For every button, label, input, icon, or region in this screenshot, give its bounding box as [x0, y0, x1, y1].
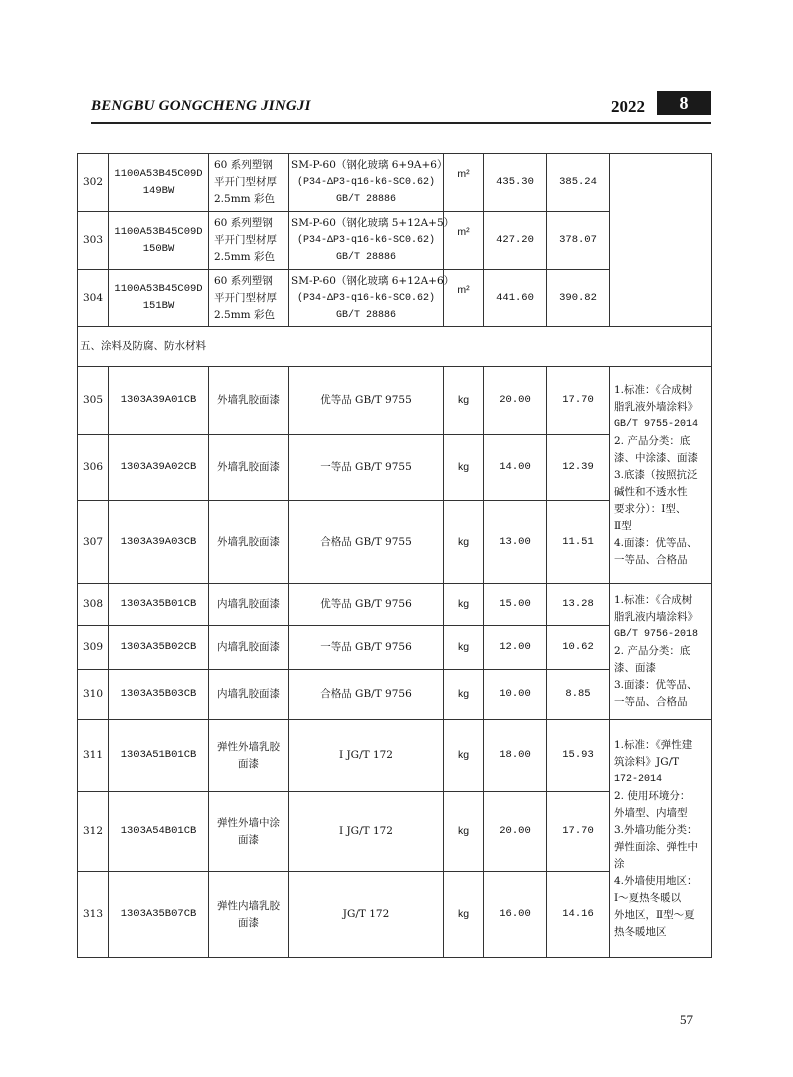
unit: kg — [444, 720, 484, 792]
price-tax-excl: 11.51 — [547, 501, 610, 584]
row-index: 302 — [78, 154, 109, 212]
material-name: 60 系列塑钢 平开门型材厚 2.5mm 彩色 — [209, 270, 289, 327]
material-name: 内墙乳胶面漆 — [209, 626, 289, 670]
price-tax-incl: 20.00 — [484, 792, 547, 872]
row-index: 305 — [78, 367, 109, 435]
material-code: 1303A39A03CB — [109, 501, 209, 584]
price-tax-excl: 15.93 — [547, 720, 610, 792]
price-tax-incl: 441.60 — [484, 270, 547, 327]
material-spec: Ⅰ JG/T 172 — [289, 792, 444, 872]
material-name: 外墙乳胶面漆 — [209, 501, 289, 584]
price-tax-incl: 427.20 — [484, 212, 547, 270]
material-spec: Ⅰ JG/T 172 — [289, 720, 444, 792]
material-name: 60 系列塑钢 平开门型材厚 2.5mm 彩色 — [209, 154, 289, 212]
journal-name: BENGBU GONGCHENG JINGJI — [91, 98, 311, 114]
price-tax-incl: 13.00 — [484, 501, 547, 584]
note-interior-paint: 1.标准：《合成树 脂乳液内墙涂料》 GB/T 9756-2018 2. 产品分类：底 漆、面漆 3.面漆：优等品、 一等品、合格品 — [610, 584, 712, 720]
material-spec: 一等品 GB/T 9756 — [289, 626, 444, 670]
note-elastic-paint: 1.标准：《弹性建 筑涂料》JG/T 172-2014 2. 使用环境分： 外墙型、内墙型 3.外墙功能分类： 弹性面涂、弹性中 涂 4.外墙使用地区： Ⅰ～夏热冬暖以 外地区，Ⅱ型～夏 热冬暖地区 — [610, 720, 712, 958]
price-tax-excl: 10.62 — [547, 626, 610, 670]
row-index: 304 — [78, 270, 109, 327]
price-tax-excl: 17.70 — [547, 792, 610, 872]
price-tax-excl: 17.70 — [547, 367, 610, 435]
price-tax-excl: 385.24 — [547, 154, 610, 212]
section-title: 五、涂料及防腐、防水材料 — [78, 327, 712, 367]
material-name: 外墙乳胶面漆 — [209, 367, 289, 435]
price-tax-incl: 20.00 — [484, 367, 547, 435]
price-tax-incl: 16.00 — [484, 872, 547, 958]
price-tax-incl: 10.00 — [484, 670, 547, 720]
material-spec: SM-P-60（钢化玻璃 6+12A+6） (P34-ΔP3-q16-k6-SC0.62) GB/T 28886 — [289, 270, 444, 327]
price-tax-excl: 13.28 — [547, 584, 610, 626]
material-spec: 一等品 GB/T 9755 — [289, 435, 444, 501]
unit: kg — [444, 626, 484, 670]
price-tax-incl: 14.00 — [484, 435, 547, 501]
price-tax-incl: 12.00 — [484, 626, 547, 670]
material-spec: SM-P-60（钢化玻璃 5+12A+5） (P34-ΔP3-q16-k6-SC0.62) GB/T 28886 — [289, 212, 444, 270]
price-tax-excl: 14.16 — [547, 872, 610, 958]
material-code: 1303A35B02CB — [109, 626, 209, 670]
row-index: 312 — [78, 792, 109, 872]
issue-year: 2022 — [611, 97, 645, 116]
material-spec: 合格品 GB/T 9755 — [289, 501, 444, 584]
unit: m² — [444, 270, 484, 327]
material-name: 弹性外墙乳胶 面漆 — [209, 720, 289, 792]
row-index: 313 — [78, 872, 109, 958]
price-tax-excl: 378.07 — [547, 212, 610, 270]
material-code: 1303A35B03CB — [109, 670, 209, 720]
issue-number-badge: 8 — [657, 91, 711, 115]
material-spec: 合格品 GB/T 9756 — [289, 670, 444, 720]
material-name: 弹性外墙中涂 面漆 — [209, 792, 289, 872]
price-tax-excl: 12.39 — [547, 435, 610, 501]
material-name: 外墙乳胶面漆 — [209, 435, 289, 501]
table-row — [78, 154, 712, 212]
row-index: 311 — [78, 720, 109, 792]
row-index: 310 — [78, 670, 109, 720]
material-spec: 优等品 GB/T 9755 — [289, 367, 444, 435]
material-name: 弹性内墙乳胶 面漆 — [209, 872, 289, 958]
material-spec: JG/T 172 — [289, 872, 444, 958]
unit: kg — [444, 435, 484, 501]
table-row — [78, 367, 712, 435]
unit: kg — [444, 872, 484, 958]
price-table — [77, 153, 712, 958]
running-header — [91, 93, 711, 124]
material-name: 内墙乳胶面漆 — [209, 584, 289, 626]
material-code: 1303A51B01CB — [109, 720, 209, 792]
price-tax-excl: 390.82 — [547, 270, 610, 327]
material-code: 1303A54B01CB — [109, 792, 209, 872]
page-number: 57 — [680, 1012, 693, 1027]
table-row — [78, 584, 712, 626]
material-name: 内墙乳胶面漆 — [209, 670, 289, 720]
table-row — [78, 720, 712, 792]
unit: kg — [444, 792, 484, 872]
note-cell-empty — [610, 154, 712, 327]
price-tax-incl: 435.30 — [484, 154, 547, 212]
price-tax-incl: 18.00 — [484, 720, 547, 792]
material-code: 1100A53B45C09D 150BW — [109, 212, 209, 270]
header-rule — [91, 122, 711, 124]
row-index: 303 — [78, 212, 109, 270]
row-index: 307 — [78, 501, 109, 584]
unit: m² — [444, 154, 484, 212]
material-name: 60 系列塑钢 平开门型材厚 2.5mm 彩色 — [209, 212, 289, 270]
material-code: 1303A39A01CB — [109, 367, 209, 435]
row-index: 309 — [78, 626, 109, 670]
material-code: 1303A35B07CB — [109, 872, 209, 958]
note-exterior-paint: 1.标准：《合成树 脂乳液外墙涂料》 GB/T 9755-2014 2. 产品分类：底 漆、中涂漆、面漆 3.底漆（按照抗泛 碱性和不透水性 要求分）：Ⅰ型、 Ⅱ型 4.面漆：优等品、 一等品、合格品 — [610, 367, 712, 584]
material-code: 1100A53B45C09D 149BW — [109, 154, 209, 212]
unit: kg — [444, 584, 484, 626]
material-spec: SM-P-60（钢化玻璃 6+9A+6） (P34-ΔP3-q16-k6-SC0.62) GB/T 28886 — [289, 154, 444, 212]
row-index: 308 — [78, 584, 109, 626]
unit: kg — [444, 670, 484, 720]
material-spec: 优等品 GB/T 9756 — [289, 584, 444, 626]
unit: kg — [444, 501, 484, 584]
material-code: 1303A39A02CB — [109, 435, 209, 501]
material-code: 1303A35B01CB — [109, 584, 209, 626]
unit: m² — [444, 212, 484, 270]
price-tax-incl: 15.00 — [484, 584, 547, 626]
section-heading-row — [78, 327, 712, 367]
row-index: 306 — [78, 435, 109, 501]
material-code: 1100A53B45C09D 151BW — [109, 270, 209, 327]
price-tax-excl: 8.85 — [547, 670, 610, 720]
unit: kg — [444, 367, 484, 435]
